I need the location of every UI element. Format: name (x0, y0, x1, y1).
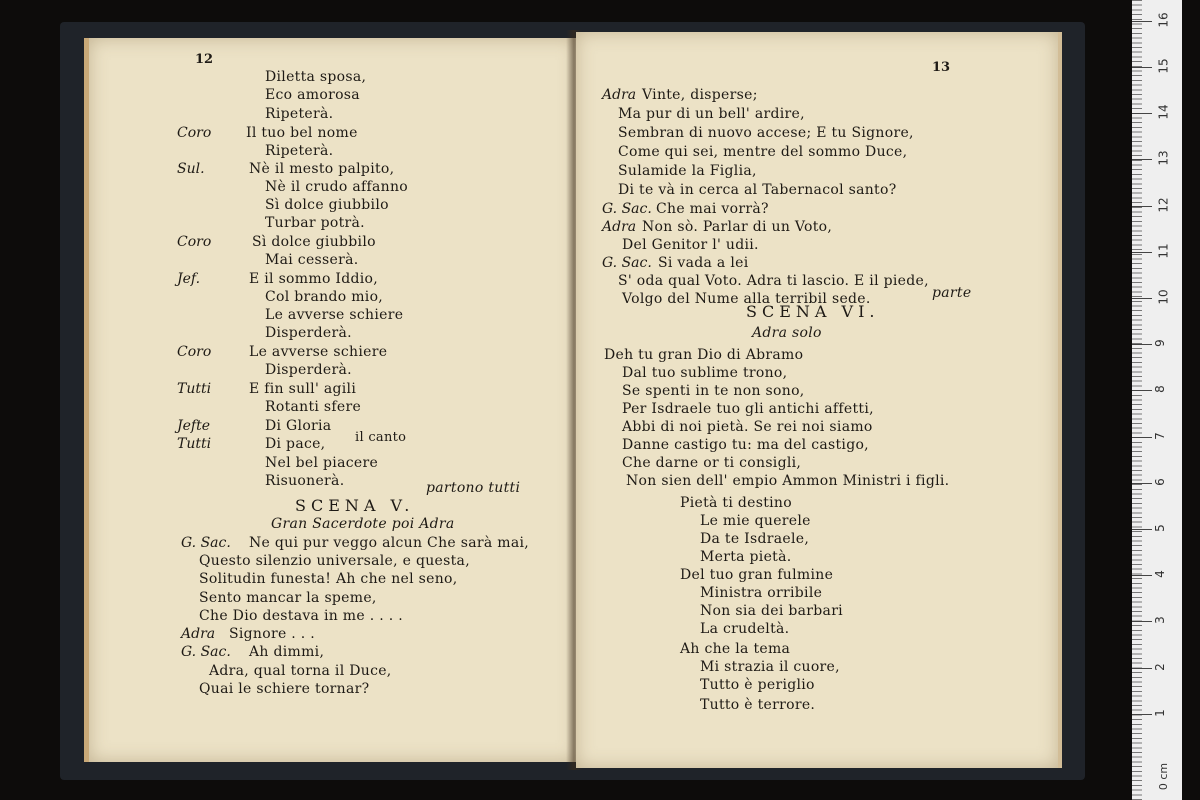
dialogue-line: Sembran di nuovo accese; E tu Signore, (618, 125, 914, 141)
verse-line: Sì dolce giubbilo (265, 197, 389, 213)
aria-line: Tutto è terrore. (700, 697, 816, 713)
verse-line: Nè il mesto palpito, (249, 161, 395, 177)
ruler-tick (1132, 668, 1152, 669)
aria-line: Tutto è periglio (700, 677, 815, 693)
dialogue-line: Ne qui pur veggo alcun Che sarà mai, (249, 535, 529, 551)
aria-line: La crudeltà. (700, 621, 790, 637)
dialogue-line: Sento mancar la speme, (199, 590, 377, 606)
verse-line: Nel bel piacere (265, 455, 379, 471)
ruler-number: 9 (1152, 339, 1167, 348)
dialogue-line: Quai le schiere tornar? (199, 681, 370, 697)
verse-line: Di pace, (265, 436, 326, 452)
aria-line: Le mie querele (700, 513, 811, 529)
scene-heading: SCENA V. (295, 496, 415, 515)
ruler-tick (1132, 298, 1152, 299)
aria-line: Da te Isdraele, (700, 531, 810, 547)
dialogue-line: Ma pur di un bell' ardire, (618, 106, 805, 122)
verse-line: Nè il crudo affanno (265, 179, 408, 195)
ruler-tick (1132, 390, 1152, 391)
verse-line: Le avverse schiere (249, 344, 388, 360)
speaker-label: Jef. (177, 271, 201, 287)
speaker-label: G. Sac. (602, 255, 652, 271)
ruler-number: 10 (1156, 289, 1171, 305)
ruler-number: 1 (1152, 708, 1167, 717)
speaker-label: Coro (177, 344, 212, 360)
aria-line: Non sia dei barbari (700, 603, 843, 619)
ruler-tick (1132, 714, 1152, 715)
verse-line: E fin sull' agili (249, 381, 357, 397)
speaker-label: G. Sac. (602, 201, 652, 217)
ruler-tick (1132, 344, 1152, 345)
verse-line: Mai cesserà. (265, 252, 359, 268)
verse-line: Sì dolce giubbilo (252, 234, 376, 250)
monologue-line: Danne castigo tu: ma del castigo, (622, 437, 869, 453)
ruler-tick (1132, 621, 1152, 622)
dialogue-line: Come qui sei, mentre del sommo Duce, (618, 144, 908, 160)
left-page (84, 38, 577, 762)
speaker-label: Tutti (177, 381, 212, 397)
ruler-number: 12 (1156, 196, 1171, 213)
verse-line: Risuonerà. (265, 473, 345, 489)
monologue-line: Che darne or ti consigli, (622, 455, 802, 471)
verse-line: Rotanti sfere (265, 399, 362, 415)
dialogue-line: Questo silenzio universale, e questa, (199, 553, 470, 569)
scene-subtitle: Gran Sacerdote poi Adra (271, 516, 455, 532)
ruler-number: 8 (1152, 385, 1167, 394)
ruler-tick (1132, 159, 1152, 160)
monologue-line: Dal tuo sublime trono, (622, 365, 788, 381)
speaker-label: Coro (177, 234, 212, 250)
verse-line: Ripeterà. (265, 143, 334, 159)
verse-line: Eco amorosa (265, 87, 360, 103)
page-number: 12 (195, 52, 214, 67)
ruler-number: 16 (1156, 12, 1171, 28)
aria-line: Pietà ti destino (680, 495, 792, 511)
aria-line: Ah che la tema (680, 641, 791, 657)
dialogue-line: Del Genitor l' udii. (622, 237, 759, 253)
ruler-tick (1132, 206, 1152, 207)
speaker-label: Adra (602, 219, 637, 235)
ruler-tick (1132, 575, 1152, 576)
ruler-number: 13 (1156, 150, 1171, 167)
monologue-line: Per Isdraele tuo gli antichi affetti, (622, 401, 874, 417)
verse-line: Disperderà. (265, 325, 352, 341)
monologue-line: Deh tu gran Dio di Abramo (604, 347, 804, 363)
dialogue-line: Si vada a lei (658, 255, 749, 271)
ruler-number: 3 (1152, 616, 1167, 625)
ruler-number: 7 (1152, 431, 1167, 440)
monologue-line: Se spenti in te non sono, (622, 383, 805, 399)
aria-line: Mi strazia il cuore, (700, 659, 840, 675)
right-page (576, 32, 1062, 768)
monologue-line: Abbi di noi pietà. Se rei noi siamo (622, 419, 873, 435)
speaker-label: Adra (602, 87, 637, 103)
ruler-number: 2 (1152, 662, 1167, 671)
verse-line: Il tuo bel nome (246, 125, 358, 141)
dialogue-line: Sulamide la Figlia, (618, 163, 757, 179)
dialogue-line: Vinte, disperse; (642, 87, 758, 103)
verse-line: Disperderà. (265, 362, 352, 378)
speaker-label: Jefte (177, 418, 210, 434)
verse-line: Ripeterà. (265, 106, 334, 122)
ruler-tick (1132, 67, 1152, 68)
ruler-tick (1132, 252, 1152, 253)
speaker-label: G. Sac. (181, 535, 231, 551)
dialogue-line: Non sò. Parlar di un Voto, (642, 219, 833, 235)
exit-note: partono tutti (426, 480, 521, 496)
scene-subtitle: Adra solo (752, 325, 822, 341)
ruler-number: 14 (1156, 104, 1171, 120)
ruler-tick (1132, 113, 1152, 114)
ruler-scale (1132, 0, 1182, 800)
dialogue-line: Di te và in cerca al Tabernacol santo? (618, 182, 897, 198)
speaker-label: G. Sac. (181, 644, 231, 660)
verse-line: Turbar potrà. (265, 215, 365, 231)
dialogue-line: S' oda qual Voto. Adra ti lascio. E il piede, (618, 273, 929, 289)
scene-heading: SCENA VI. (746, 302, 880, 321)
ruler-number: 4 (1152, 570, 1167, 579)
speaker-label: Adra (181, 626, 216, 642)
brace-text: il canto (355, 430, 407, 445)
dialogue-line: Solitudin funesta! Ah che nel seno, (199, 571, 458, 587)
ruler-number: 5 (1152, 524, 1167, 532)
ruler-number: 6 (1152, 477, 1167, 486)
dialogue-line: Ah dimmi, (249, 644, 325, 660)
ruler-tick (1132, 437, 1152, 438)
aria-line: Ministra orribile (700, 585, 823, 601)
verse-line: Di Gloria (265, 418, 332, 434)
dialogue-line: Volgo del Nume alla terribil sede. (622, 291, 871, 307)
dialogue-line: Signore . . . (229, 626, 316, 642)
monologue-line: Non sien dell' empio Ammon Ministri i figli. (626, 473, 950, 489)
ruler-tick (1132, 21, 1152, 22)
ruler-unit: 0 cm (1157, 762, 1171, 791)
aria-line: Del tuo gran fulmine (680, 567, 834, 583)
speaker-label: Sul. (177, 161, 205, 177)
verse-line: E il sommo Iddio, (249, 271, 379, 287)
ruler-tick (1132, 529, 1152, 530)
verse-line: Diletta sposa, (265, 69, 367, 85)
verse-line: Le avverse schiere (265, 307, 404, 323)
dialogue-line: Che mai vorrà? (656, 201, 769, 217)
exit-note: parte (932, 285, 972, 301)
speaker-label: Coro (177, 125, 212, 141)
ruler-tick (1132, 483, 1152, 484)
ruler-number: 11 (1156, 243, 1171, 259)
verse-line: Col brando mio, (265, 289, 384, 305)
dialogue-line: Adra, qual torna il Duce, (209, 663, 392, 679)
dialogue-line: Che Dio destava in me . . . . (199, 608, 403, 624)
ruler-number: 15 (1156, 58, 1171, 74)
aria-line: Merta pietà. (700, 549, 792, 565)
page-number: 13 (932, 60, 951, 75)
speaker-label: Tutti (177, 436, 212, 452)
